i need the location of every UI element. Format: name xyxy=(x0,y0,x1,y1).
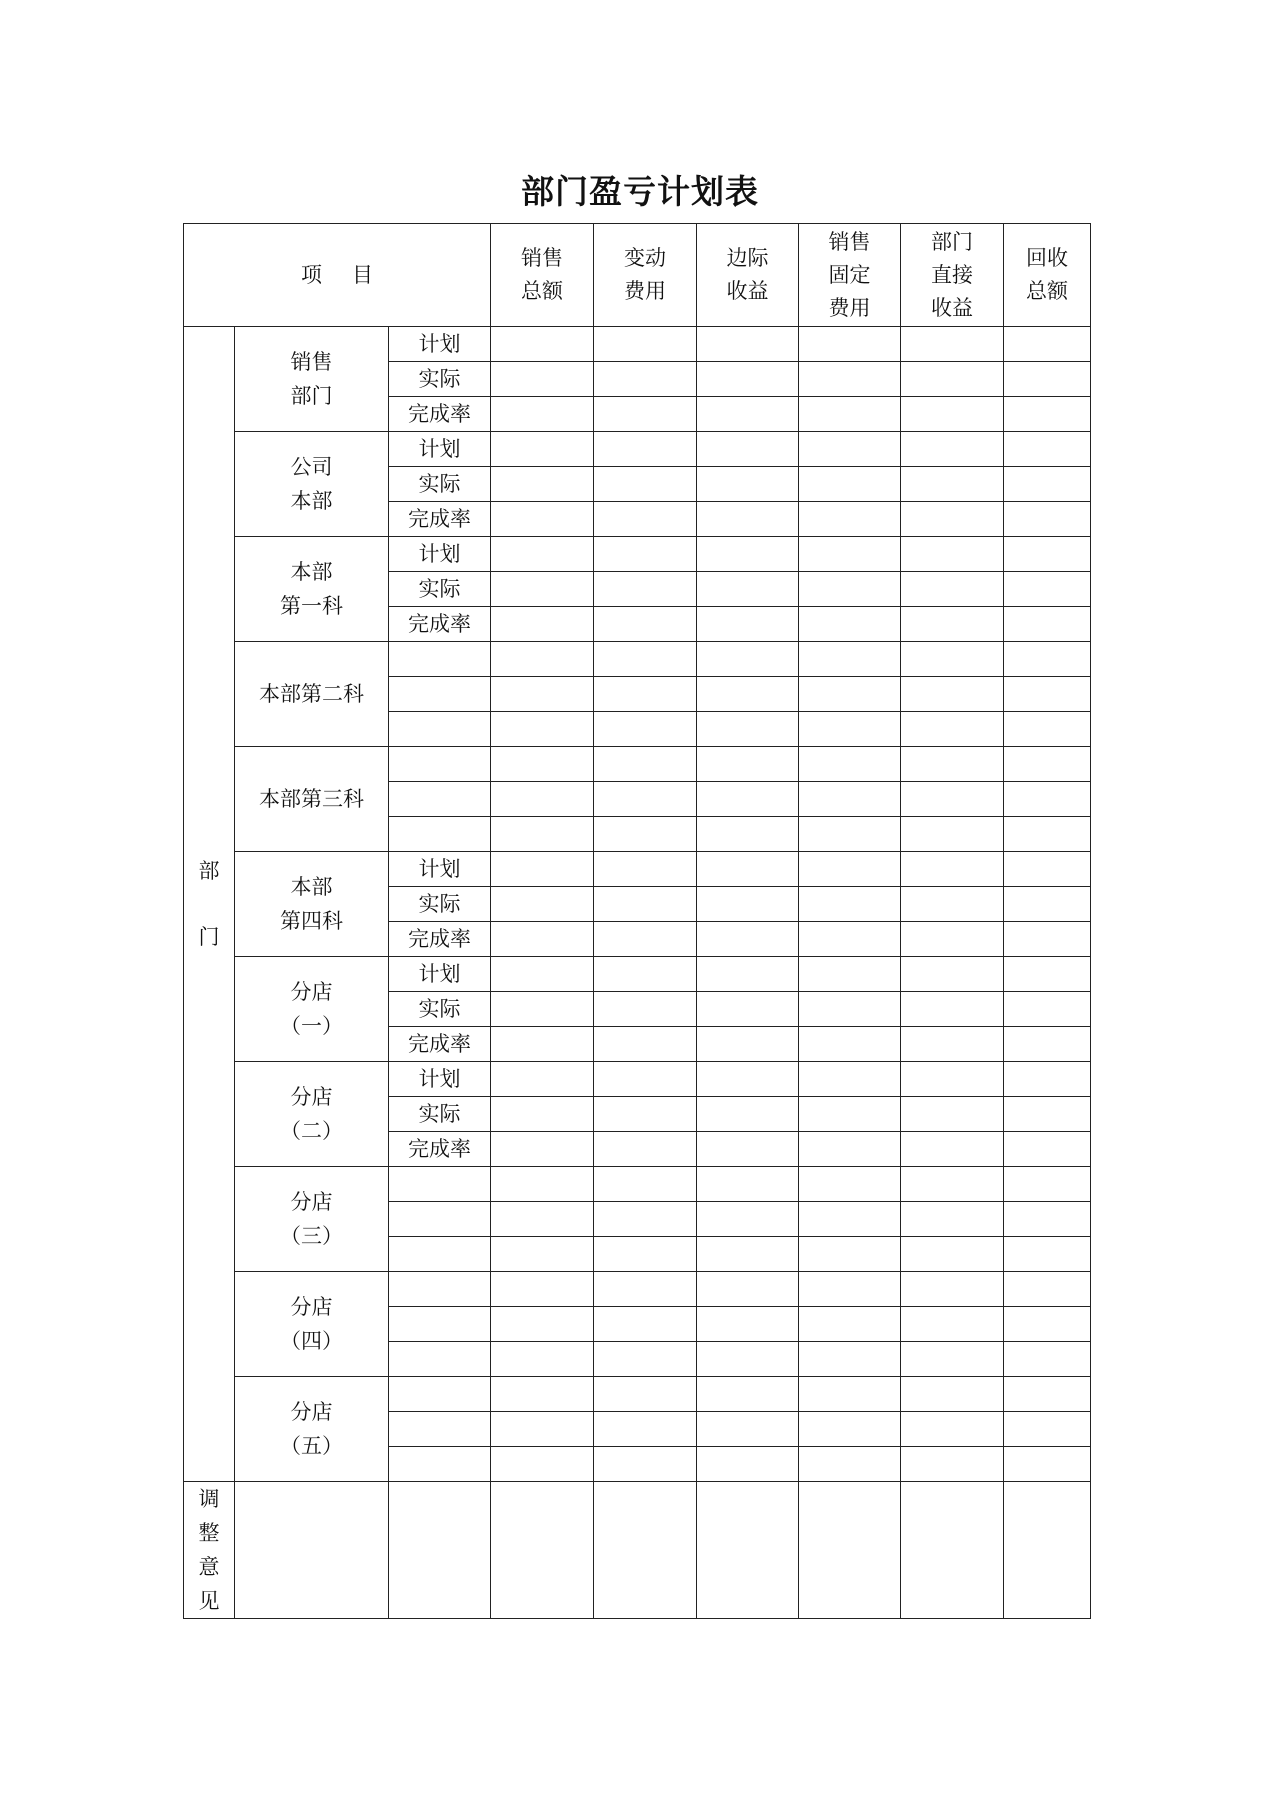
table-cell[interactable] xyxy=(389,1202,491,1237)
col-header-sales-total: 销售 总额 xyxy=(491,224,594,327)
table-cell[interactable] xyxy=(697,1272,799,1307)
table-row xyxy=(184,432,1091,467)
table-cell[interactable] xyxy=(594,1377,697,1412)
table-row xyxy=(184,1062,1091,1097)
table-cell[interactable] xyxy=(697,537,799,572)
table-cell[interactable] xyxy=(697,1307,799,1342)
row-label-plan: 计划 xyxy=(389,432,491,467)
table-cell[interactable] xyxy=(901,1097,1004,1132)
table-cell[interactable] xyxy=(594,1132,697,1167)
table-cell[interactable] xyxy=(697,572,799,607)
table-cell[interactable] xyxy=(799,537,901,572)
table-cell[interactable] xyxy=(389,1482,491,1619)
table-cell[interactable] xyxy=(491,572,594,607)
table-cell[interactable] xyxy=(1004,1307,1091,1342)
table-cell[interactable] xyxy=(1004,887,1091,922)
table-cell[interactable] xyxy=(1004,992,1091,1027)
table-cell[interactable] xyxy=(901,852,1004,887)
table-cell[interactable] xyxy=(491,467,594,502)
table-cell[interactable] xyxy=(1004,1342,1091,1377)
row-label-actual: 实际 xyxy=(389,362,491,397)
table-cell[interactable] xyxy=(491,1062,594,1097)
table-cell[interactable] xyxy=(1004,467,1091,502)
table-cell[interactable] xyxy=(799,327,901,362)
table-cell[interactable] xyxy=(1004,537,1091,572)
table-cell[interactable] xyxy=(799,992,901,1027)
table-cell[interactable] xyxy=(594,432,697,467)
table-cell[interactable] xyxy=(594,1482,697,1619)
table-cell[interactable] xyxy=(799,1447,901,1482)
row-label-plan: 计划 xyxy=(389,852,491,887)
group-label-section-1: 本部 第一科 xyxy=(235,537,389,642)
table-cell[interactable] xyxy=(389,712,491,747)
table-row xyxy=(184,1377,1091,1412)
table-row xyxy=(184,327,1091,362)
table-cell[interactable] xyxy=(799,607,901,642)
table-cell[interactable] xyxy=(491,712,594,747)
table-cell[interactable] xyxy=(901,1132,1004,1167)
table-cell[interactable] xyxy=(901,712,1004,747)
table-row xyxy=(184,1272,1091,1307)
table-cell[interactable] xyxy=(389,1412,491,1447)
table-cell[interactable] xyxy=(389,1447,491,1482)
table-cell[interactable] xyxy=(697,1342,799,1377)
group-label-section-4: 本部 第四科 xyxy=(235,852,389,957)
table-cell[interactable] xyxy=(799,1097,901,1132)
table-cell[interactable] xyxy=(1004,432,1091,467)
header-row xyxy=(184,224,1091,327)
table-cell[interactable] xyxy=(1004,1062,1091,1097)
table-cell[interactable] xyxy=(491,1237,594,1272)
table-cell[interactable] xyxy=(799,642,901,677)
row-label-rate: 完成率 xyxy=(389,922,491,957)
table-cell[interactable] xyxy=(799,1062,901,1097)
table-cell[interactable] xyxy=(901,432,1004,467)
table-cell[interactable] xyxy=(594,1307,697,1342)
table-cell[interactable] xyxy=(594,887,697,922)
table-cell[interactable] xyxy=(491,1202,594,1237)
table-cell[interactable] xyxy=(1004,922,1091,957)
group-label-branch-1: 分店 （一） xyxy=(235,957,389,1062)
col-header-marginal-profit: 边际 收益 xyxy=(697,224,799,327)
table-cell[interactable] xyxy=(697,467,799,502)
table-cell[interactable] xyxy=(389,677,491,712)
table-cell[interactable] xyxy=(491,397,594,432)
row-label-actual: 实际 xyxy=(389,992,491,1027)
table-cell[interactable] xyxy=(697,712,799,747)
table-cell[interactable] xyxy=(594,607,697,642)
table-cell[interactable] xyxy=(697,957,799,992)
table-cell[interactable] xyxy=(1004,397,1091,432)
table-cell[interactable] xyxy=(1004,362,1091,397)
table-cell[interactable] xyxy=(901,1167,1004,1202)
table-cell[interactable] xyxy=(901,572,1004,607)
table-cell[interactable] xyxy=(491,887,594,922)
table-cell[interactable] xyxy=(697,1377,799,1412)
table-cell[interactable] xyxy=(697,502,799,537)
table-cell[interactable] xyxy=(1004,1202,1091,1237)
group-label-section-2: 本部第二科 xyxy=(235,642,389,747)
row-label-rate: 完成率 xyxy=(389,1027,491,1062)
table-row xyxy=(184,1167,1091,1202)
table-cell[interactable] xyxy=(901,1307,1004,1342)
table-cell[interactable] xyxy=(799,572,901,607)
group-label-section-3: 本部第三科 xyxy=(235,747,389,852)
table-cell[interactable] xyxy=(1004,957,1091,992)
table-cell[interactable] xyxy=(1004,327,1091,362)
table-cell[interactable] xyxy=(491,1307,594,1342)
col-header-sales-fixed-cost: 销售 固定 费用 xyxy=(799,224,901,327)
table-cell[interactable] xyxy=(901,397,1004,432)
table-cell[interactable] xyxy=(491,1412,594,1447)
table-cell[interactable] xyxy=(491,817,594,852)
table-row xyxy=(184,957,1091,992)
table-cell[interactable] xyxy=(901,607,1004,642)
table-cell[interactable] xyxy=(901,642,1004,677)
table-cell[interactable] xyxy=(697,607,799,642)
table-cell[interactable] xyxy=(799,1202,901,1237)
table-row xyxy=(184,852,1091,887)
row-label-plan: 计划 xyxy=(389,957,491,992)
table-cell[interactable] xyxy=(1004,607,1091,642)
table-cell[interactable] xyxy=(799,887,901,922)
table-cell[interactable] xyxy=(901,1482,1004,1619)
table-cell[interactable] xyxy=(594,1062,697,1097)
table-cell[interactable] xyxy=(491,1482,594,1619)
table-cell[interactable] xyxy=(1004,712,1091,747)
table-cell[interactable] xyxy=(697,1202,799,1237)
table-cell[interactable] xyxy=(799,467,901,502)
table-cell[interactable] xyxy=(697,852,799,887)
table-cell[interactable] xyxy=(594,502,697,537)
row-label-actual: 实际 xyxy=(389,1097,491,1132)
table-cell[interactable] xyxy=(901,1342,1004,1377)
table-cell[interactable] xyxy=(594,677,697,712)
table-cell[interactable] xyxy=(901,1202,1004,1237)
table-cell[interactable] xyxy=(594,1027,697,1062)
table-cell[interactable] xyxy=(697,1027,799,1062)
table-cell[interactable] xyxy=(697,782,799,817)
table-cell[interactable] xyxy=(799,1307,901,1342)
col-header-collection-total: 回收 总额 xyxy=(1004,224,1091,327)
table-cell[interactable] xyxy=(1004,852,1091,887)
table-cell[interactable] xyxy=(594,537,697,572)
table-cell[interactable] xyxy=(594,327,697,362)
table-cell[interactable] xyxy=(594,467,697,502)
table-cell[interactable] xyxy=(901,992,1004,1027)
table-cell[interactable] xyxy=(901,362,1004,397)
table-cell[interactable] xyxy=(901,1272,1004,1307)
table-cell[interactable] xyxy=(594,362,697,397)
table-cell[interactable] xyxy=(594,642,697,677)
table-cell[interactable] xyxy=(491,1377,594,1412)
table-cell[interactable] xyxy=(1004,1237,1091,1272)
table-cell[interactable] xyxy=(389,782,491,817)
row-label-actual: 实际 xyxy=(389,467,491,502)
table-cell[interactable] xyxy=(697,1132,799,1167)
table-cell[interactable] xyxy=(491,1132,594,1167)
table-cell[interactable] xyxy=(594,817,697,852)
table-cell[interactable] xyxy=(799,1342,901,1377)
table-cell[interactable] xyxy=(1004,677,1091,712)
table-cell[interactable] xyxy=(1004,1377,1091,1412)
table-cell[interactable] xyxy=(697,1237,799,1272)
table-cell[interactable] xyxy=(491,1272,594,1307)
table-cell[interactable] xyxy=(697,817,799,852)
table-cell[interactable] xyxy=(799,747,901,782)
table-cell[interactable] xyxy=(799,1027,901,1062)
row-label-rate: 完成率 xyxy=(389,1132,491,1167)
table-cell[interactable] xyxy=(799,1377,901,1412)
table-cell[interactable] xyxy=(697,397,799,432)
table-cell[interactable] xyxy=(491,922,594,957)
adjust-row xyxy=(184,1482,1091,1619)
table-cell[interactable] xyxy=(1004,1097,1091,1132)
row-label-rate: 完成率 xyxy=(389,607,491,642)
group-label-company-hq: 公司 本部 xyxy=(235,432,389,537)
table-cell[interactable] xyxy=(901,1377,1004,1412)
table-cell[interactable] xyxy=(491,362,594,397)
table-cell[interactable] xyxy=(594,1342,697,1377)
table-cell[interactable] xyxy=(389,1307,491,1342)
col-header-dept-direct-profit: 部门 直接 收益 xyxy=(901,224,1004,327)
table-cell[interactable] xyxy=(697,1482,799,1619)
table-cell[interactable] xyxy=(697,1062,799,1097)
table-cell[interactable] xyxy=(1004,817,1091,852)
table-cell[interactable] xyxy=(901,817,1004,852)
col-header-variable-cost: 变动 费用 xyxy=(594,224,697,327)
table-cell[interactable] xyxy=(235,1482,389,1619)
table-cell[interactable] xyxy=(697,887,799,922)
table-cell[interactable] xyxy=(697,1097,799,1132)
table-cell[interactable] xyxy=(491,747,594,782)
table-cell[interactable] xyxy=(697,992,799,1027)
table-cell[interactable] xyxy=(594,922,697,957)
table-cell[interactable] xyxy=(594,1202,697,1237)
table-cell[interactable] xyxy=(491,327,594,362)
row-label-plan: 计划 xyxy=(389,327,491,362)
table-cell[interactable] xyxy=(1004,1412,1091,1447)
table-cell[interactable] xyxy=(389,747,491,782)
table-cell[interactable] xyxy=(1004,1027,1091,1062)
table-cell[interactable] xyxy=(799,817,901,852)
table-cell[interactable] xyxy=(799,1272,901,1307)
row-label-plan: 计划 xyxy=(389,537,491,572)
table-cell[interactable] xyxy=(491,1447,594,1482)
table-cell[interactable] xyxy=(697,1167,799,1202)
row-label-plan: 计划 xyxy=(389,1062,491,1097)
table-cell[interactable] xyxy=(1004,572,1091,607)
table-cell[interactable] xyxy=(799,712,901,747)
table-cell[interactable] xyxy=(594,1167,697,1202)
table-cell[interactable] xyxy=(491,1167,594,1202)
table-cell[interactable] xyxy=(1004,1482,1091,1619)
table-cell[interactable] xyxy=(901,1412,1004,1447)
table-cell[interactable] xyxy=(389,642,491,677)
table-cell[interactable] xyxy=(389,1272,491,1307)
table-row xyxy=(184,642,1091,677)
table-cell[interactable] xyxy=(901,1237,1004,1272)
table-cell[interactable] xyxy=(594,1097,697,1132)
profit-loss-plan-table xyxy=(183,223,1091,1619)
table-cell[interactable] xyxy=(901,327,1004,362)
row-label-rate: 完成率 xyxy=(389,397,491,432)
table-cell[interactable] xyxy=(799,362,901,397)
table-cell[interactable] xyxy=(491,537,594,572)
table-cell[interactable] xyxy=(594,1272,697,1307)
table-cell[interactable] xyxy=(901,957,1004,992)
table-cell[interactable] xyxy=(491,957,594,992)
table-row xyxy=(184,747,1091,782)
table-cell[interactable] xyxy=(594,852,697,887)
table-cell[interactable] xyxy=(491,502,594,537)
group-label-branch-3: 分店 （三） xyxy=(235,1167,389,1272)
table-cell[interactable] xyxy=(799,782,901,817)
table-cell[interactable] xyxy=(1004,1447,1091,1482)
table-cell[interactable] xyxy=(491,432,594,467)
table-cell[interactable] xyxy=(389,1167,491,1202)
table-cell[interactable] xyxy=(594,957,697,992)
group-label-branch-2: 分店 （二） xyxy=(235,1062,389,1167)
table-cell[interactable] xyxy=(901,1027,1004,1062)
table-cell[interactable] xyxy=(1004,782,1091,817)
table-row xyxy=(184,537,1091,572)
table-cell[interactable] xyxy=(491,1027,594,1062)
item-header: 项目 xyxy=(184,224,491,327)
table-cell[interactable] xyxy=(901,502,1004,537)
table-cell[interactable] xyxy=(697,327,799,362)
table-cell[interactable] xyxy=(697,677,799,712)
table-cell[interactable] xyxy=(697,362,799,397)
table-cell[interactable] xyxy=(1004,1272,1091,1307)
table-cell[interactable] xyxy=(799,432,901,467)
table-cell[interactable] xyxy=(491,1097,594,1132)
row-label-actual: 实际 xyxy=(389,887,491,922)
table-cell[interactable] xyxy=(799,1237,901,1272)
table-cell[interactable] xyxy=(1004,642,1091,677)
group-label-branch-5: 分店 （五） xyxy=(235,1377,389,1482)
table-cell[interactable] xyxy=(389,1377,491,1412)
table-cell[interactable] xyxy=(389,1342,491,1377)
table-cell[interactable] xyxy=(491,607,594,642)
group-label-branch-4: 分店 （四） xyxy=(235,1272,389,1377)
table-cell[interactable] xyxy=(1004,1167,1091,1202)
table-cell[interactable] xyxy=(594,1412,697,1447)
table-cell[interactable] xyxy=(901,747,1004,782)
table-cell[interactable] xyxy=(799,397,901,432)
group-label-sales-dept: 销售 部门 xyxy=(235,327,389,432)
table-cell[interactable] xyxy=(697,747,799,782)
table-cell[interactable] xyxy=(799,1167,901,1202)
table-cell[interactable] xyxy=(389,1237,491,1272)
table-cell[interactable] xyxy=(491,1342,594,1377)
table-cell[interactable] xyxy=(594,572,697,607)
table-cell[interactable] xyxy=(491,782,594,817)
table-cell[interactable] xyxy=(901,922,1004,957)
table-cell[interactable] xyxy=(594,1237,697,1272)
table-cell[interactable] xyxy=(1004,502,1091,537)
table-cell[interactable] xyxy=(491,992,594,1027)
table-cell[interactable] xyxy=(389,817,491,852)
table-cell[interactable] xyxy=(901,887,1004,922)
table-cell[interactable] xyxy=(901,467,1004,502)
table-cell[interactable] xyxy=(697,432,799,467)
table-cell[interactable] xyxy=(697,1447,799,1482)
table-cell[interactable] xyxy=(901,782,1004,817)
page-title: 部门盈亏计划表 xyxy=(521,172,759,211)
table-cell[interactable] xyxy=(799,1412,901,1447)
table-cell[interactable] xyxy=(901,537,1004,572)
table-cell[interactable] xyxy=(901,677,1004,712)
row-label-rate: 完成率 xyxy=(389,502,491,537)
table-cell[interactable] xyxy=(799,677,901,712)
table-cell[interactable] xyxy=(697,642,799,677)
table-cell[interactable] xyxy=(491,677,594,712)
table-cell[interactable] xyxy=(1004,747,1091,782)
table-cell[interactable] xyxy=(799,502,901,537)
table-cell[interactable] xyxy=(594,782,697,817)
table-cell[interactable] xyxy=(697,922,799,957)
table-cell[interactable] xyxy=(697,1412,799,1447)
row-label-actual: 实际 xyxy=(389,572,491,607)
table-cell[interactable] xyxy=(799,1482,901,1619)
table-cell[interactable] xyxy=(799,852,901,887)
table-cell[interactable] xyxy=(594,1447,697,1482)
table-cell[interactable] xyxy=(594,747,697,782)
table-cell[interactable] xyxy=(594,397,697,432)
table-cell[interactable] xyxy=(594,992,697,1027)
table-cell[interactable] xyxy=(799,922,901,957)
table-cell[interactable] xyxy=(1004,1132,1091,1167)
table-cell[interactable] xyxy=(799,957,901,992)
adjust-label: 调 整 意 见 xyxy=(184,1482,235,1619)
table-cell[interactable] xyxy=(491,642,594,677)
table-cell[interactable] xyxy=(901,1062,1004,1097)
table-cell[interactable] xyxy=(491,852,594,887)
dept-label: 部 门 xyxy=(184,327,235,1482)
table-cell[interactable] xyxy=(594,712,697,747)
table-cell[interactable] xyxy=(901,1447,1004,1482)
table-cell[interactable] xyxy=(799,1132,901,1167)
